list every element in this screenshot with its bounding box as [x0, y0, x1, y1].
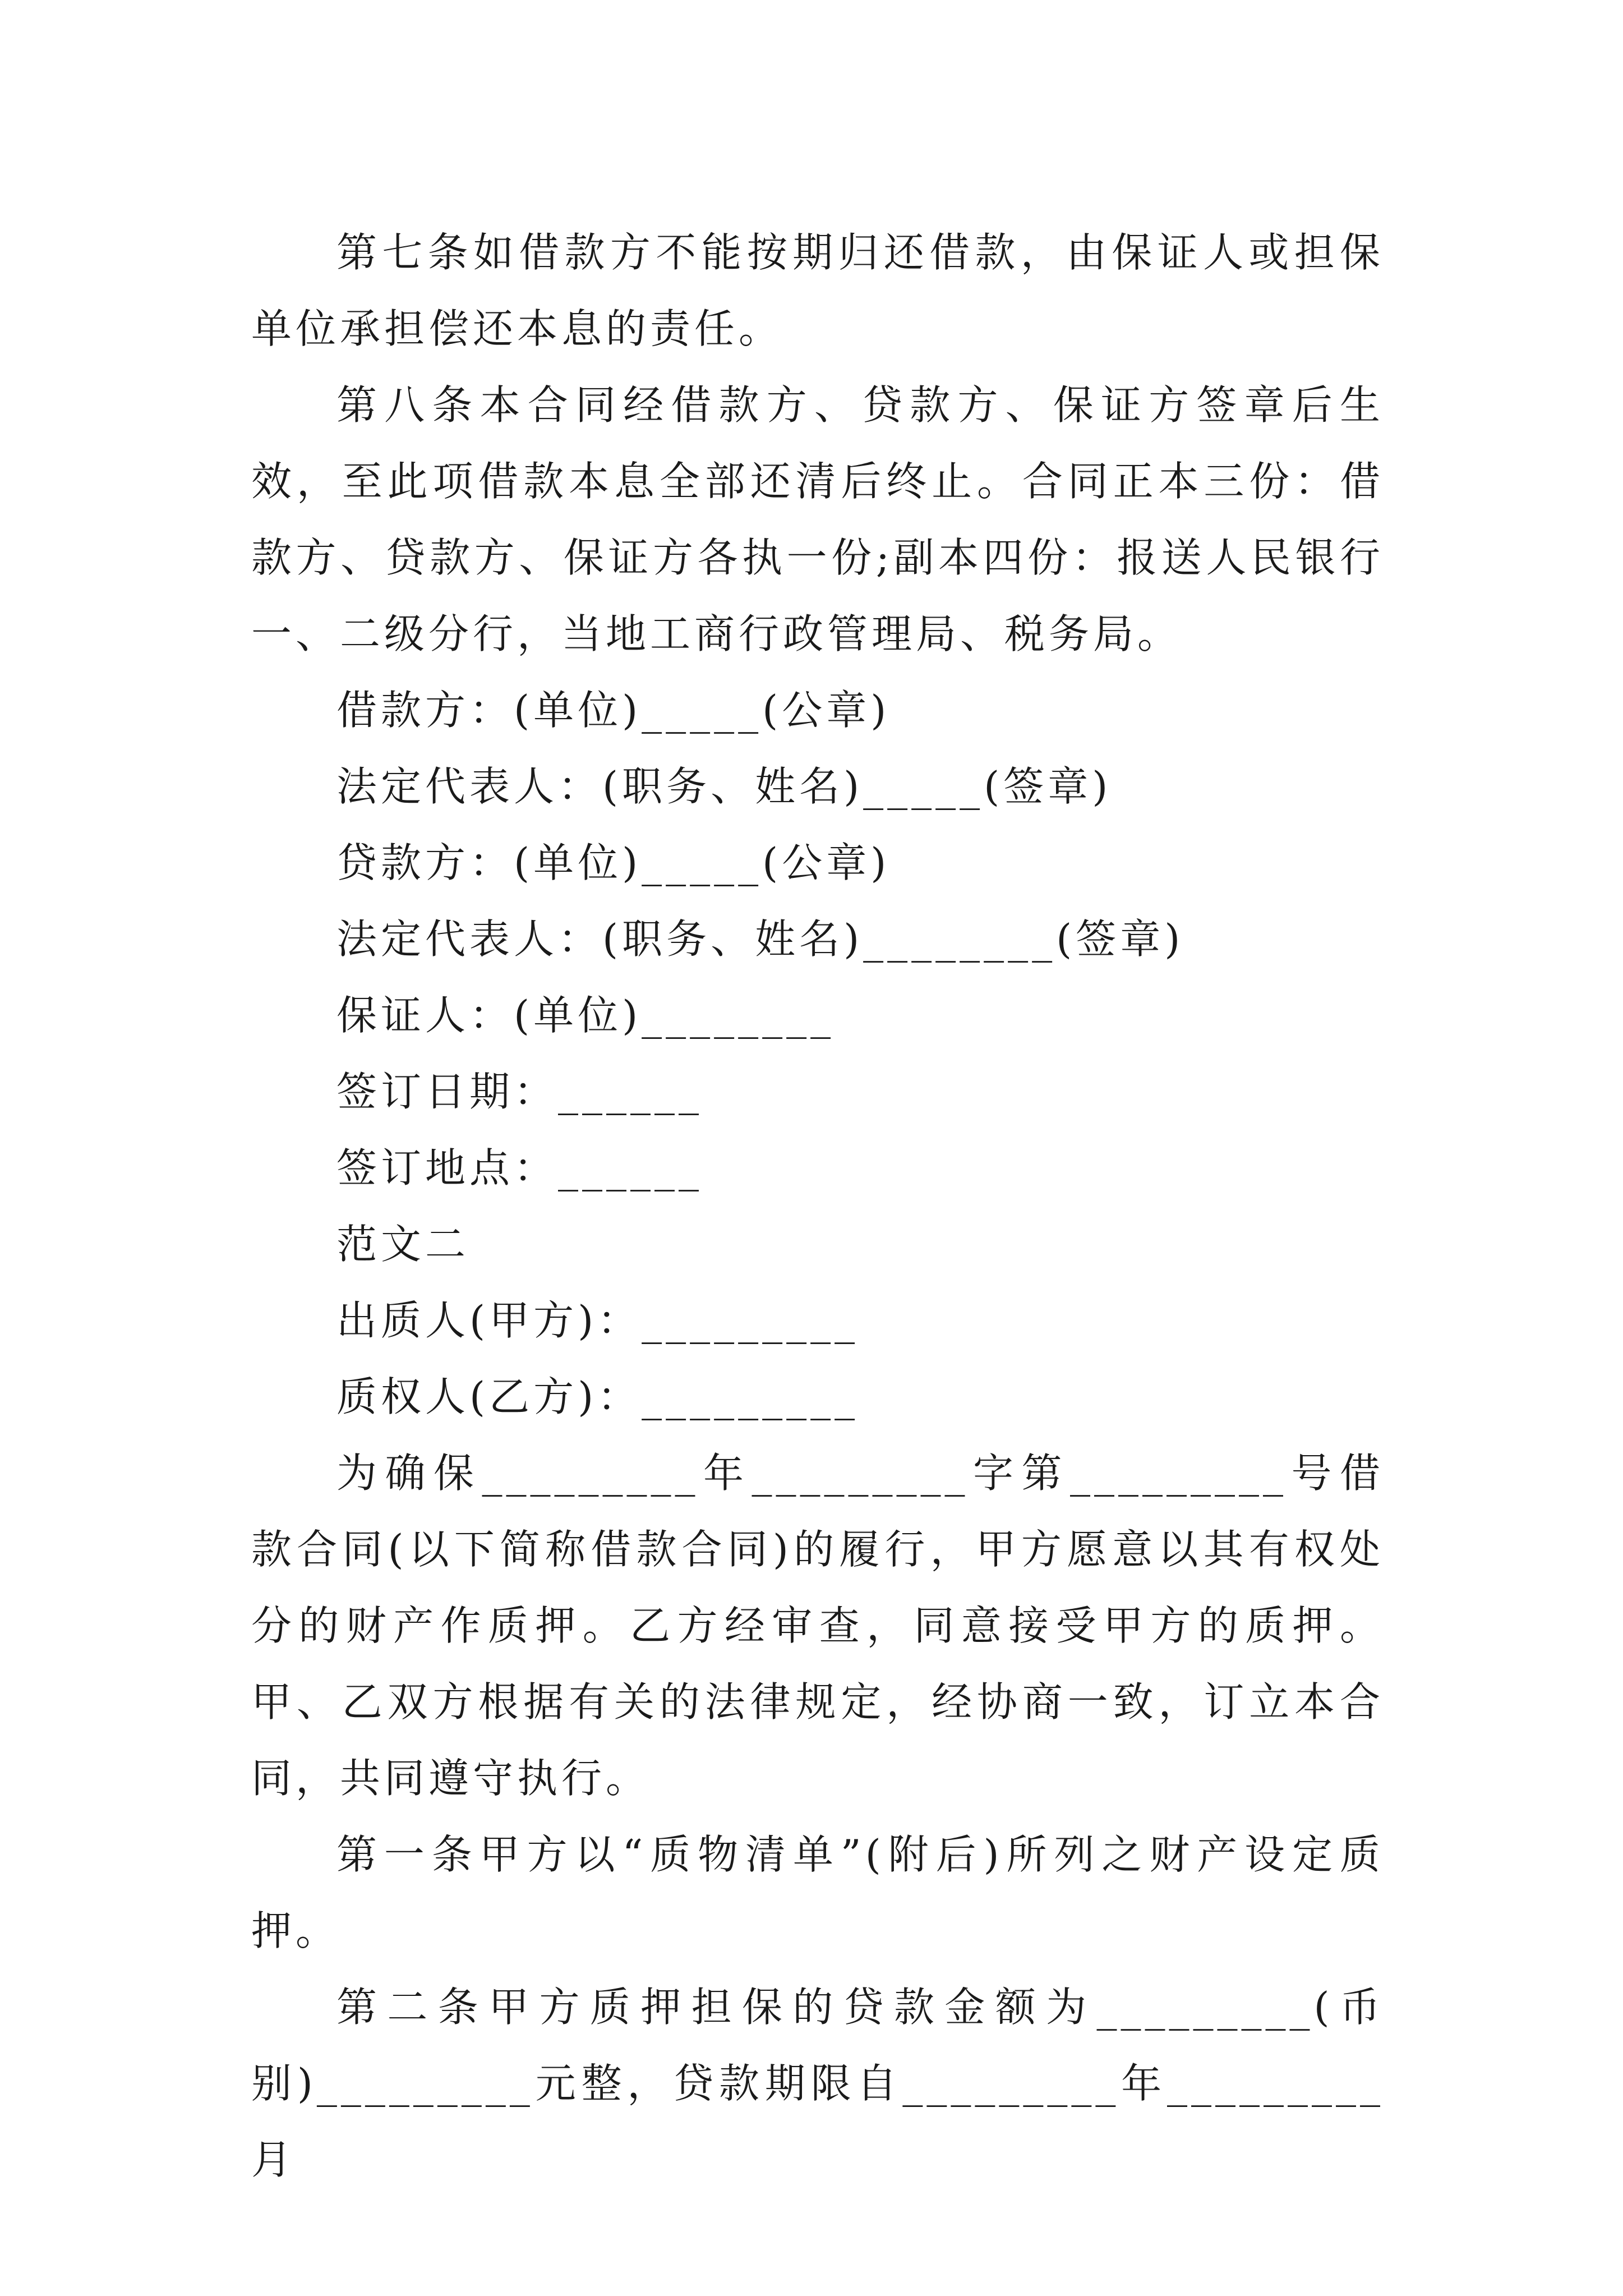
article-2-paragraph: 第二条甲方质押担保的贷款金额为_________(币别)_________元整，贷款期限自_________年_________月 [251, 1984, 1384, 2183]
guarantor-line: 保证人：(单位)________ [336, 992, 835, 1039]
signing-place-line: 签订地点：______ [336, 1144, 703, 1191]
lender-signature-line: 贷款方：(单位)_____(公章) [336, 839, 891, 886]
article-8-paragraph: 第八条本合同经借款方、贷款方、保证方签章后生效，至此项借款本息全部还清后终止。合同正本三份：借款方、贷款方、保证方各执一份;副本四份：报送人民银行一、二级分行，当地工商行政管理局、税务局。 [251, 381, 1384, 657]
pledgor-line: 出质人(甲方)：_________ [336, 1297, 859, 1344]
document-body [251, 214, 1384, 2198]
borrower-representative-line: 法定代表人：(职务、姓名)_____(签章) [336, 763, 1112, 810]
preamble-paragraph: 为确保_________年_________字第_________号借款合同(以下简称借款合同)的履行，甲方愿意以其有权处分的财产作质押。乙方经审查，同意接受甲方的质押。甲、乙双方根据有关的法律规定，经协商一致，订立本合同，共同遵守执行。 [251, 1450, 1384, 1802]
sample-two-heading: 范文二 [336, 1221, 470, 1268]
article-7-paragraph: 第七条如借款方不能按期归还借款，由保证人或担保单位承担偿还本息的责任。 [251, 229, 1384, 352]
pledgee-line: 质权人(乙方)：_________ [336, 1373, 859, 1420]
article-1-paragraph: 第一条甲方以“质物清单”(附后)所列之财产设定质押。 [251, 1831, 1384, 1954]
signing-date-line: 签订日期：______ [336, 1068, 703, 1115]
borrower-signature-line: 借款方：(单位)_____(公章) [336, 687, 891, 734]
lender-representative-line: 法定代表人：(职务、姓名)________(签章) [336, 915, 1184, 963]
